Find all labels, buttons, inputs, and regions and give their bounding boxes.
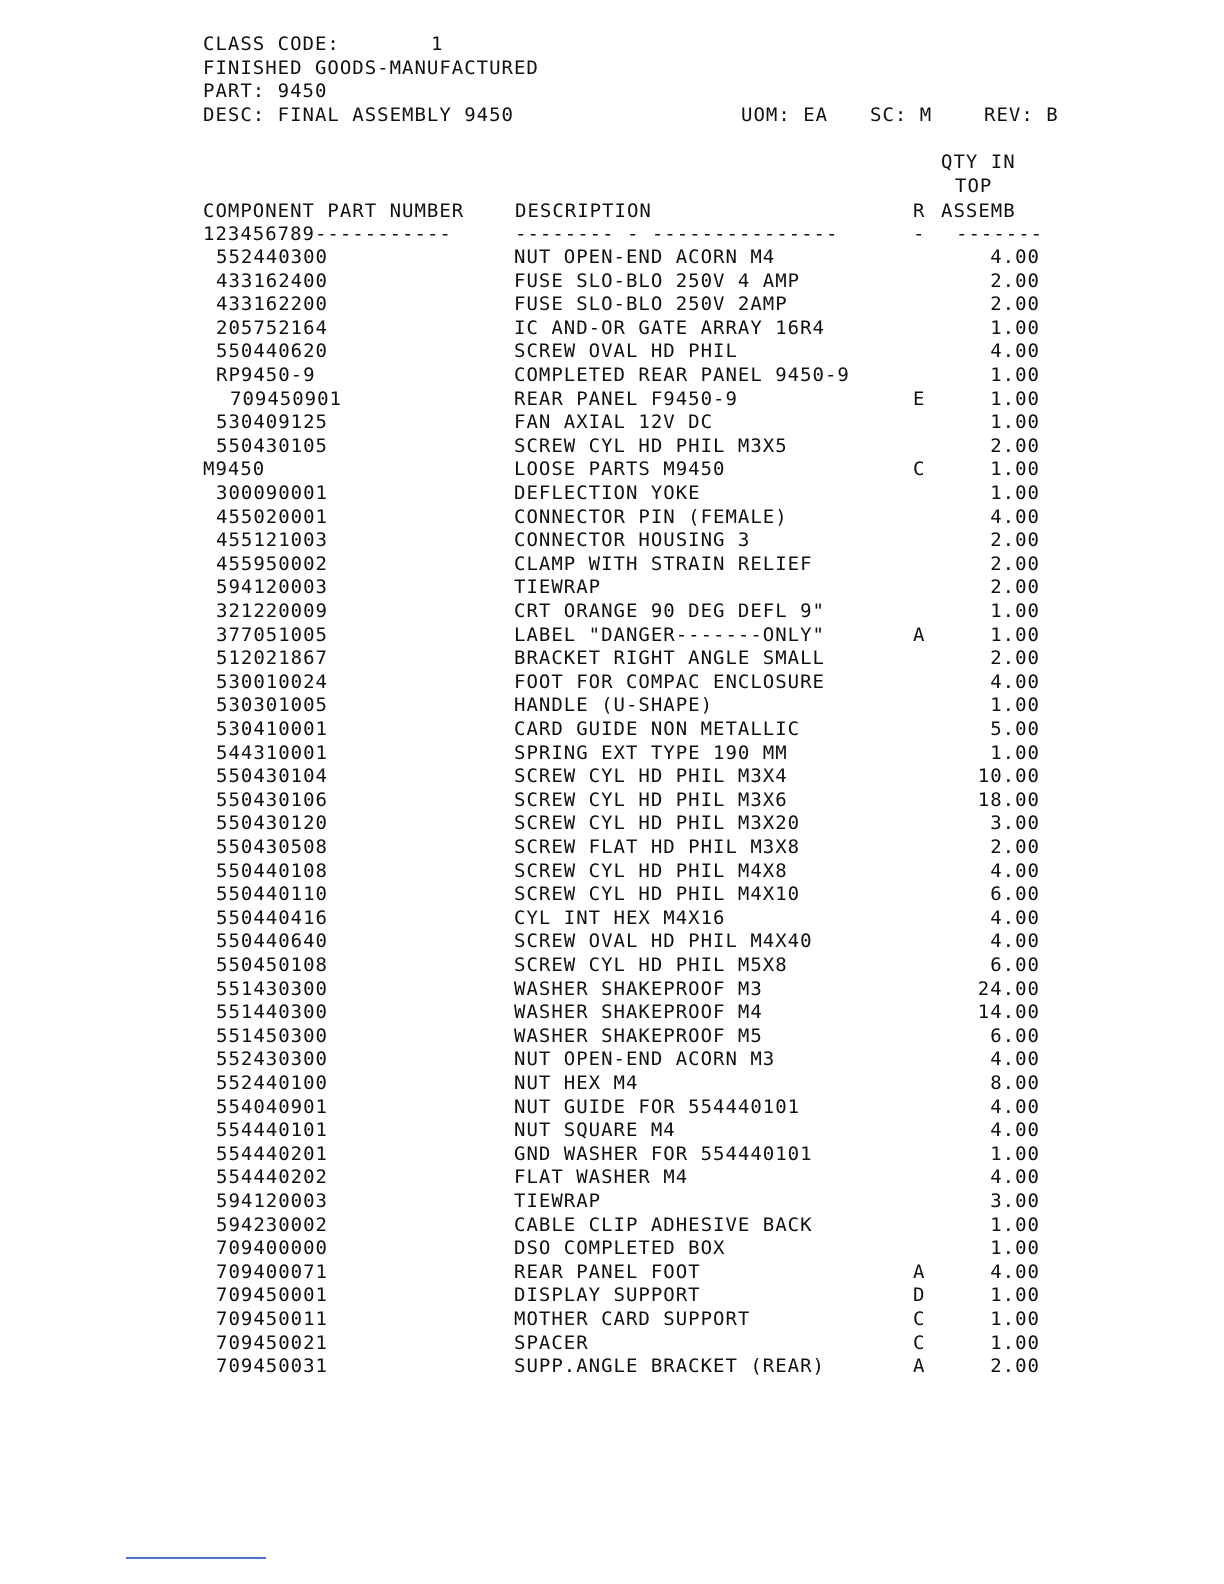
component-description: SCREW FLAT HD PHIL M3X8 <box>514 836 801 858</box>
table-row <box>0 978 1224 1002</box>
component-description: CABLE CLIP ADHESIVE BACK <box>514 1213 813 1236</box>
table-row <box>0 1143 1224 1167</box>
quantity: 2.00 <box>990 1355 1040 1378</box>
quantity: 1.00 <box>990 623 1040 646</box>
component-description: SCREW CYL HD PHIL M4X8 <box>514 859 788 882</box>
component-description: FUSE SLO-BLO 250V 2AMP <box>514 293 788 316</box>
component-description: NUT HEX M4 <box>514 1072 639 1094</box>
component-part-number: 551430300 <box>216 977 328 1000</box>
qty-header-line2: TOP <box>955 175 993 197</box>
component-description: LABEL "DANGER-------ONLY" <box>514 623 825 646</box>
table-row <box>0 317 1224 341</box>
table-row <box>0 812 1224 836</box>
component-part-number: 709400071 <box>216 1260 328 1283</box>
component-description: CRT ORANGE 90 DEG DEFL 9" <box>514 600 825 622</box>
quantity: 2.00 <box>990 269 1040 292</box>
component-description: IC AND-OR GATE ARRAY 16R4 <box>514 316 825 339</box>
table-row <box>0 836 1224 860</box>
revision-code: A <box>913 1355 926 1378</box>
component-part-number: 554440101 <box>216 1119 328 1142</box>
quantity: 1.00 <box>990 1237 1040 1260</box>
component-description: WASHER SHAKEPROOF M3 <box>514 977 763 1000</box>
quantity: 2.00 <box>990 293 1040 316</box>
component-part-number: 709450021 <box>216 1331 328 1354</box>
component-description: SCREW CYL HD PHIL M3X5 <box>514 434 788 457</box>
table-row <box>0 1355 1224 1379</box>
table-row <box>0 765 1224 789</box>
table-row <box>0 624 1224 648</box>
quantity: 4.00 <box>990 670 1040 693</box>
component-part-number: M9450 <box>203 458 266 481</box>
component-header: COMPONENT PART NUMBER <box>203 200 465 222</box>
component-description: BRACKET RIGHT ANGLE SMALL <box>514 647 825 670</box>
revision-code: C <box>913 1331 926 1354</box>
component-part-number: 709450011 <box>216 1308 328 1330</box>
component-description: SCREW CYL HD PHIL M3X6 <box>514 788 788 811</box>
qty-header-line1: QTY IN <box>941 151 1016 173</box>
component-description: FOOT FOR COMPAC ENCLOSURE <box>514 670 825 693</box>
table-row <box>0 388 1224 412</box>
quantity: 1.00 <box>990 600 1040 622</box>
quantity: 1.00 <box>990 411 1040 434</box>
component-part-number: 321220009 <box>216 600 328 622</box>
table-row <box>0 506 1224 530</box>
table-row <box>0 246 1224 270</box>
quantity: 4.00 <box>990 1048 1040 1071</box>
table-row <box>0 1261 1224 1285</box>
component-part-number: 551450300 <box>216 1024 328 1047</box>
revision-code: D <box>913 1284 926 1307</box>
class-code-label: CLASS CODE: <box>203 33 340 55</box>
table-row <box>0 576 1224 600</box>
component-part-number: 530409125 <box>216 411 328 434</box>
component-description: SUPP.ANGLE BRACKET (REAR) <box>514 1355 825 1378</box>
component-part-number: 554440202 <box>216 1166 328 1189</box>
quantity: 1.00 <box>990 1308 1040 1330</box>
component-description: DEFLECTION YOKE <box>514 482 701 504</box>
quantity: 1.00 <box>990 1331 1040 1354</box>
component-description: FAN AXIAL 12V DC <box>514 411 714 434</box>
component-part-number: 377051005 <box>216 623 328 646</box>
component-description: CLAMP WITH STRAIN RELIEF <box>514 552 813 575</box>
table-row <box>0 1190 1224 1214</box>
category-line: FINISHED GOODS-MANUFACTURED <box>203 57 539 79</box>
quantity: 3.00 <box>990 812 1040 835</box>
table-row <box>0 458 1224 482</box>
table-row <box>0 411 1224 435</box>
component-part-number: 455950002 <box>216 552 328 575</box>
component-part-number: 594120003 <box>216 1190 328 1212</box>
component-description: DSO COMPLETED BOX <box>514 1237 726 1260</box>
table-row <box>0 671 1224 695</box>
table-row <box>0 1308 1224 1332</box>
component-part-number: 544310001 <box>216 741 328 764</box>
component-part-number: 594230002 <box>216 1213 328 1236</box>
component-description: REAR PANEL F9450-9 <box>514 387 738 410</box>
table-row <box>0 647 1224 671</box>
table-row <box>0 907 1224 931</box>
component-part-number: 594120003 <box>216 576 328 599</box>
rev-field: REV: B <box>984 104 1059 126</box>
component-description: SCREW OVAL HD PHIL M4X40 <box>514 930 813 953</box>
table-row <box>0 435 1224 459</box>
component-description: COMPLETED REAR PANEL 9450-9 <box>514 364 850 386</box>
component-description: SCREW CYL HD PHIL M5X8 <box>514 954 788 976</box>
component-part-number: 552430300 <box>216 1048 328 1071</box>
table-row <box>0 718 1224 742</box>
quantity: 8.00 <box>990 1072 1040 1094</box>
component-description: TIEWRAP <box>514 576 602 599</box>
table-row <box>0 694 1224 718</box>
component-description: NUT GUIDE FOR 554440101 <box>514 1095 801 1118</box>
component-part-number: 455020001 <box>216 505 328 528</box>
quantity: 4.00 <box>990 505 1040 528</box>
component-description: SCREW CYL HD PHIL M3X20 <box>514 812 801 835</box>
component-part-number: 550430508 <box>216 836 328 858</box>
component-part-number: 550440110 <box>216 883 328 906</box>
component-part-number: 550450108 <box>216 954 328 976</box>
revision-code: C <box>913 458 926 481</box>
quantity: 4.00 <box>990 1119 1040 1142</box>
component-description: SPRING EXT TYPE 190 MM <box>514 741 788 764</box>
component-description: FUSE SLO-BLO 250V 4 AMP <box>514 269 801 292</box>
quantity: 1.00 <box>990 364 1040 386</box>
r-rule: - <box>913 223 926 245</box>
component-description: WASHER SHAKEPROOF M5 <box>514 1024 763 1047</box>
table-row <box>0 1214 1224 1238</box>
quantity: 2.00 <box>990 836 1040 858</box>
component-description: NUT OPEN-END ACORN M4 <box>514 246 776 268</box>
revision-code: C <box>913 1308 926 1330</box>
quantity: 2.00 <box>990 529 1040 552</box>
description-header: DESCRIPTION <box>515 200 652 222</box>
component-part-number: 205752164 <box>216 316 328 339</box>
quantity: 2.00 <box>990 576 1040 599</box>
table-row <box>0 600 1224 624</box>
quantity: 4.00 <box>990 340 1040 363</box>
table-row <box>0 954 1224 978</box>
component-description: SCREW CYL HD PHIL M3X4 <box>514 765 788 788</box>
part-rule: 123456789----------- <box>203 223 452 245</box>
table-row <box>0 1072 1224 1096</box>
component-description: SCREW OVAL HD PHIL <box>514 340 738 363</box>
table-row <box>0 742 1224 766</box>
revision-code: A <box>913 1260 926 1283</box>
quantity: 4.00 <box>990 246 1040 268</box>
quantity: 14.00 <box>977 1001 1040 1024</box>
component-description: CARD GUIDE NON METALLIC <box>514 718 801 740</box>
quantity: 4.00 <box>990 906 1040 929</box>
component-part-number: 455121003 <box>216 529 328 552</box>
table-row <box>0 860 1224 884</box>
component-description: TIEWRAP <box>514 1190 602 1212</box>
component-description: NUT OPEN-END ACORN M3 <box>514 1048 776 1071</box>
component-description: MOTHER CARD SUPPORT <box>514 1308 751 1330</box>
footer-rule <box>126 1557 266 1559</box>
quantity: 1.00 <box>990 316 1040 339</box>
quantity: 24.00 <box>977 977 1040 1000</box>
quantity: 6.00 <box>990 883 1040 906</box>
table-row <box>0 789 1224 813</box>
component-part-number: 550440416 <box>216 906 328 929</box>
quantity: 4.00 <box>990 930 1040 953</box>
component-part-number: 550440108 <box>216 859 328 882</box>
component-description: REAR PANEL FOOT <box>514 1260 701 1283</box>
qty-rule: ------- <box>956 223 1044 245</box>
component-part-number: 433162200 <box>216 293 328 316</box>
quantity: 4.00 <box>990 1260 1040 1283</box>
uom-field: UOM: EA <box>741 104 829 126</box>
quantity: 1.00 <box>990 741 1040 764</box>
table-row <box>0 1048 1224 1072</box>
component-part-number: 554440201 <box>216 1142 328 1165</box>
component-part-number: 550430120 <box>216 812 328 835</box>
component-part-number: 709400000 <box>216 1237 328 1260</box>
quantity: 6.00 <box>990 954 1040 976</box>
table-row <box>0 364 1224 388</box>
component-part-number: 550430106 <box>216 788 328 811</box>
table-row <box>0 1096 1224 1120</box>
table-row <box>0 883 1224 907</box>
component-description: LOOSE PARTS M9450 <box>514 458 726 481</box>
quantity: 4.00 <box>990 859 1040 882</box>
table-row <box>0 1119 1224 1143</box>
component-description: FLAT WASHER M4 <box>514 1166 689 1189</box>
quantity: 3.00 <box>990 1190 1040 1212</box>
quantity: 1.00 <box>990 482 1040 504</box>
component-description: CONNECTOR HOUSING 3 <box>514 529 751 552</box>
component-part-number: 554040901 <box>216 1095 328 1118</box>
quantity: 1.00 <box>990 1213 1040 1236</box>
component-part-number: 709450001 <box>216 1284 328 1307</box>
component-part-number: 433162400 <box>216 269 328 292</box>
component-description: CONNECTOR PIN (FEMALE) <box>514 505 788 528</box>
description-line: DESC: FINAL ASSEMBLY 9450 <box>203 104 514 126</box>
component-part-number: 552440100 <box>216 1072 328 1094</box>
desc-rule: -------- - --------------- <box>515 223 839 245</box>
component-part-number: 550430105 <box>216 434 328 457</box>
component-part-number: 550430104 <box>216 765 328 788</box>
component-part-number: 709450031 <box>216 1355 328 1378</box>
table-row <box>0 1001 1224 1025</box>
quantity: 4.00 <box>990 1166 1040 1189</box>
quantity: 2.00 <box>990 434 1040 457</box>
component-description: DISPLAY SUPPORT <box>514 1284 701 1307</box>
quantity: 4.00 <box>990 1095 1040 1118</box>
quantity: 1.00 <box>990 1142 1040 1165</box>
component-part-number: 550440640 <box>216 930 328 953</box>
table-row <box>0 1284 1224 1308</box>
table-row <box>0 482 1224 506</box>
table-row <box>0 270 1224 294</box>
component-part-number: RP9450-9 <box>216 364 316 386</box>
assemb-header: ASSEMB <box>941 200 1016 222</box>
quantity: 10.00 <box>977 765 1040 788</box>
table-row <box>0 293 1224 317</box>
component-description: WASHER SHAKEPROOF M4 <box>514 1001 763 1024</box>
component-part-number: 530301005 <box>216 694 328 717</box>
table-row <box>0 930 1224 954</box>
quantity: 1.00 <box>990 458 1040 481</box>
component-part-number: 552440300 <box>216 246 328 268</box>
sc-field: SC: M <box>870 104 933 126</box>
table-row <box>0 1332 1224 1356</box>
quantity: 1.00 <box>990 1284 1040 1307</box>
component-description: GND WASHER FOR 554440101 <box>514 1142 813 1165</box>
component-part-number: 530410001 <box>216 718 328 740</box>
table-row <box>0 1025 1224 1049</box>
quantity: 2.00 <box>990 647 1040 670</box>
component-description: CYL INT HEX M4X16 <box>514 906 726 929</box>
component-description: SCREW CYL HD PHIL M4X10 <box>514 883 801 906</box>
component-description: SPACER <box>514 1331 589 1354</box>
component-part-number: 530010024 <box>216 670 328 693</box>
component-description: NUT SQUARE M4 <box>514 1119 676 1142</box>
quantity: 6.00 <box>990 1024 1040 1047</box>
component-part-number: 551440300 <box>216 1001 328 1024</box>
table-row <box>0 340 1224 364</box>
table-row <box>0 553 1224 577</box>
r-header: R <box>913 200 926 222</box>
component-description: HANDLE (U-SHAPE) <box>514 694 714 717</box>
component-part-number: 709450901 <box>230 387 342 410</box>
component-part-number: 550440620 <box>216 340 328 363</box>
table-row <box>0 1166 1224 1190</box>
quantity: 1.00 <box>990 694 1040 717</box>
component-part-number: 300090001 <box>216 482 328 504</box>
quantity: 18.00 <box>977 788 1040 811</box>
table-row <box>0 529 1224 553</box>
quantity: 5.00 <box>990 718 1040 740</box>
revision-code: E <box>913 387 926 410</box>
table-row <box>0 1237 1224 1261</box>
quantity: 1.00 <box>990 387 1040 410</box>
revision-code: A <box>913 623 926 646</box>
class-code-value: 1 <box>431 33 444 55</box>
quantity: 2.00 <box>990 552 1040 575</box>
part-line: PART: 9450 <box>203 80 328 102</box>
component-part-number: 512021867 <box>216 647 328 670</box>
